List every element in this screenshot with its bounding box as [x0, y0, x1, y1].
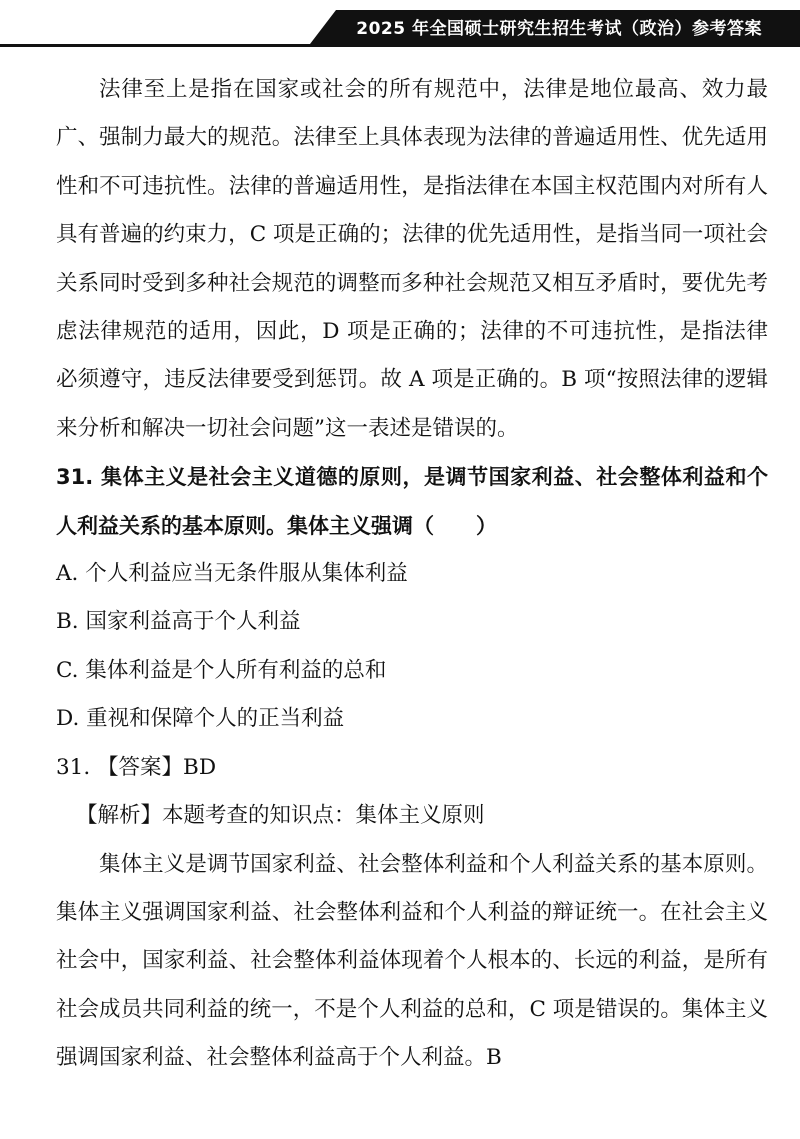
option-d: D. 重视和保障个人的正当利益: [56, 706, 345, 732]
header-rule: [0, 44, 800, 47]
answer-line: 31. 【答案】BD: [56, 754, 217, 780]
option-b: B. 国家利益高于个人利益: [56, 609, 301, 635]
question-31-stem: 31. 集体主义是社会主义道德的原则，是调节国家利益、社会整体利益和个人利益关系的基本原则。集体主义强调（ ）: [56, 465, 768, 538]
previous-explanation-paragraph: 法律至上是指在国家或社会的所有规范中，法律是地位最高、效力最广、强制力最大的规范。法律至上具体表现为法律的普遍适用性、优先适用性和不可违抗性。法律的普遍适用性，是指法律在本国主权范围内对所有人具有普遍的约束力，C 项是正确的；法律的优先适用性，是指当同一项社会关系同时受到多种社会规范的调整而多种社会规范又相互矛盾时，要优先考虑法律规范的适用，因此，D 项是正确的；法律的不可违抗性，是指法律必须遵守，违反法律要受到惩罚。故 A 项是正确的。B 项“按照法律的逻辑来分析和解决一切社会问题”这一表述是错误的。: [56, 77, 768, 441]
analysis-label: 【解析】本题考查的知识点：集体主义原则: [76, 803, 485, 829]
document-body: [56, 66, 768, 1083]
header-title: 2025 年全国硕士研究生招生考试（政治）参考答案: [356, 19, 762, 39]
option-c: C. 集体利益是个人所有利益的总和: [56, 657, 387, 683]
page-header: [0, 0, 800, 62]
option-a: A. 个人利益应当无条件服从集体利益: [56, 561, 408, 587]
analysis-paragraph: 集体主义是调节国家利益、社会整体利益和个人利益关系的基本原则。集体主义强调国家利益、社会整体利益和个人利益的辩证统一。在社会主义社会中，国家利益、社会整体利益体现着个人根本的、长远的利益，是所有社会成员共同利益的统一，不是个人利益的总和，C 项是错误的。集体主义强调国家利益、社会整体利益高于个人利益。B: [56, 851, 768, 1071]
